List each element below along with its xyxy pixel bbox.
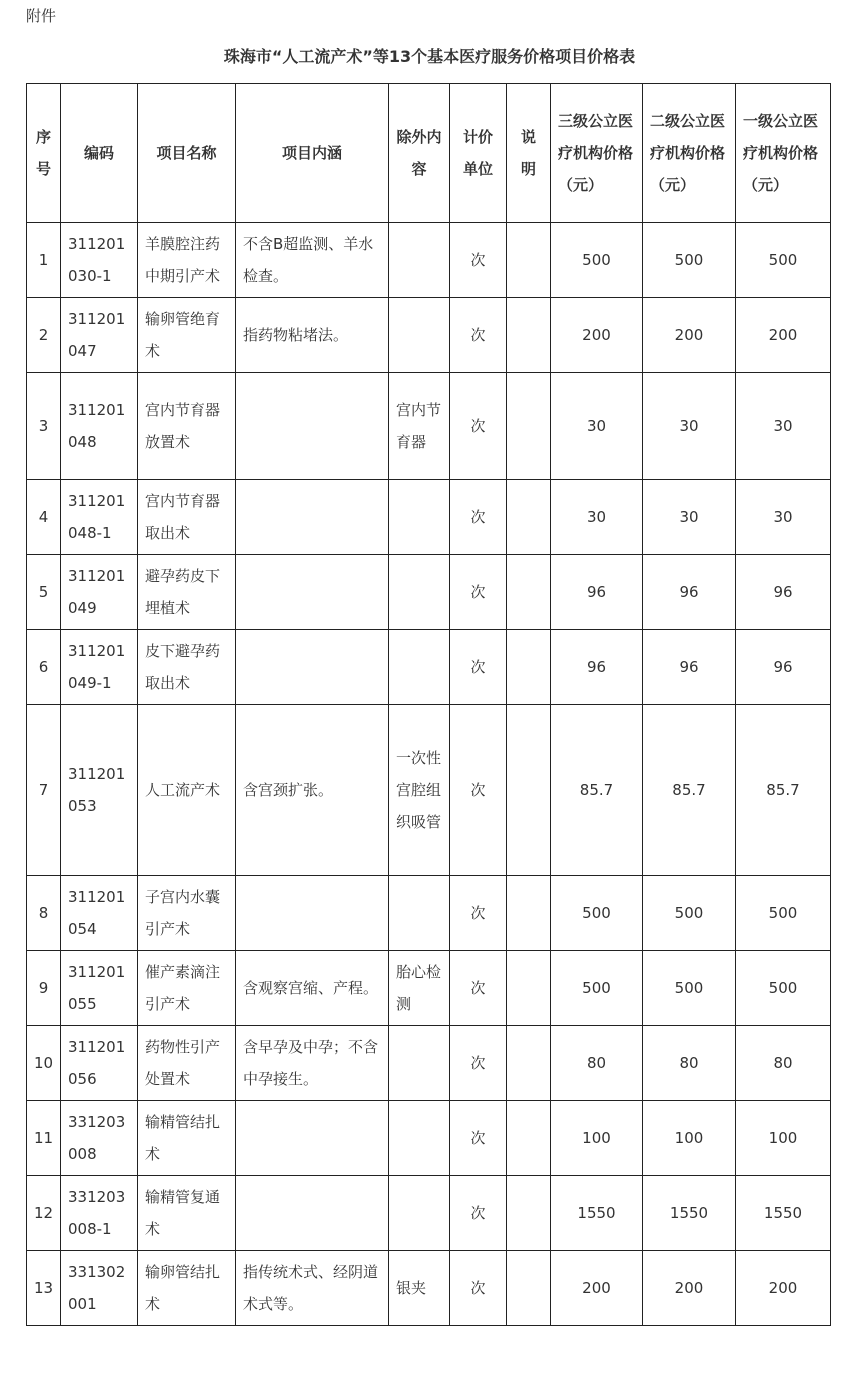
cell-note [507, 1026, 551, 1101]
cell-price-level2: 96 [643, 630, 736, 705]
cell-name: 催产素滴注引产术 [138, 951, 236, 1026]
cell-price-level2: 85.7 [643, 705, 736, 876]
cell-name: 宫内节育器取出术 [138, 480, 236, 555]
cell-price-level3: 30 [551, 480, 643, 555]
cell-code: 331203008-1 [61, 1176, 138, 1251]
cell-price-level3: 96 [551, 630, 643, 705]
cell-price-level3: 30 [551, 373, 643, 480]
cell-content [236, 630, 389, 705]
table-row [27, 1026, 831, 1101]
table-row [27, 480, 831, 555]
cell-seq: 6 [27, 630, 61, 705]
cell-price-level2: 100 [643, 1101, 736, 1176]
cell-note [507, 373, 551, 480]
table-row [27, 373, 831, 480]
cell-name: 宫内节育器放置术 [138, 373, 236, 480]
table-row [27, 876, 831, 951]
cell-exclude [389, 298, 450, 373]
table-row [27, 951, 831, 1026]
cell-code: 311201053 [61, 705, 138, 876]
cell-name: 子宫内水囊引产术 [138, 876, 236, 951]
header-price-level2: 二级公立医疗机构价格（元） [643, 84, 736, 223]
cell-unit: 次 [450, 1251, 507, 1326]
cell-seq: 7 [27, 705, 61, 876]
cell-exclude [389, 1101, 450, 1176]
cell-exclude: 一次性宫腔组织吸管 [389, 705, 450, 876]
table-row [27, 1101, 831, 1176]
header-note: 说明 [507, 84, 551, 223]
cell-price-level2: 200 [643, 298, 736, 373]
cell-code: 311201048 [61, 373, 138, 480]
attachment-label: 附件 [26, 7, 57, 25]
cell-price-level3: 500 [551, 876, 643, 951]
cell-code: 311201049-1 [61, 630, 138, 705]
cell-price-level3: 200 [551, 1251, 643, 1326]
table-row [27, 1251, 831, 1326]
cell-note [507, 705, 551, 876]
cell-note [507, 223, 551, 298]
cell-seq: 3 [27, 373, 61, 480]
cell-unit: 次 [450, 373, 507, 480]
cell-exclude: 胎心检测 [389, 951, 450, 1026]
cell-price-level1: 500 [736, 876, 831, 951]
cell-exclude [389, 555, 450, 630]
table-row [27, 298, 831, 373]
header-price-level1: 一级公立医疗机构价格（元） [736, 84, 831, 223]
cell-exclude: 宫内节育器 [389, 373, 450, 480]
cell-content: 指传统术式、经阴道术式等。 [236, 1251, 389, 1326]
table-row [27, 555, 831, 630]
document-title: 珠海市“人工流产术”等13个基本医疗服务价格项目价格表 [223, 47, 636, 66]
cell-price-level2: 30 [643, 480, 736, 555]
cell-price-level2: 80 [643, 1026, 736, 1101]
cell-name: 皮下避孕药取出术 [138, 630, 236, 705]
cell-seq: 5 [27, 555, 61, 630]
cell-seq: 10 [27, 1026, 61, 1101]
table-header-row [27, 84, 831, 223]
cell-unit: 次 [450, 555, 507, 630]
cell-price-level2: 1550 [643, 1176, 736, 1251]
cell-name: 输精管结扎术 [138, 1101, 236, 1176]
cell-price-level3: 200 [551, 298, 643, 373]
table-row [27, 1176, 831, 1251]
cell-unit: 次 [450, 1176, 507, 1251]
header-seq: 序号 [27, 84, 61, 223]
table-row [27, 223, 831, 298]
cell-seq: 4 [27, 480, 61, 555]
cell-seq: 11 [27, 1101, 61, 1176]
cell-unit: 次 [450, 951, 507, 1026]
cell-unit: 次 [450, 298, 507, 373]
cell-seq: 9 [27, 951, 61, 1026]
cell-name: 避孕药皮下埋植术 [138, 555, 236, 630]
cell-price-level2: 96 [643, 555, 736, 630]
cell-seq: 8 [27, 876, 61, 951]
cell-price-level1: 200 [736, 298, 831, 373]
cell-unit: 次 [450, 630, 507, 705]
price-table [26, 83, 831, 1326]
cell-content [236, 373, 389, 480]
cell-unit: 次 [450, 1026, 507, 1101]
header-content: 项目内涵 [236, 84, 389, 223]
header-unit: 计价单位 [450, 84, 507, 223]
cell-code: 311201049 [61, 555, 138, 630]
cell-code: 311201055 [61, 951, 138, 1026]
cell-price-level3: 80 [551, 1026, 643, 1101]
cell-seq: 13 [27, 1251, 61, 1326]
cell-content [236, 555, 389, 630]
header-code: 编码 [61, 84, 138, 223]
cell-seq: 1 [27, 223, 61, 298]
cell-code: 331203008 [61, 1101, 138, 1176]
cell-code: 331302001 [61, 1251, 138, 1326]
cell-content: 含早孕及中孕；不含中孕接生。 [236, 1026, 389, 1101]
cell-content: 指药物粘堵法。 [236, 298, 389, 373]
cell-price-level1: 30 [736, 373, 831, 480]
cell-price-level1: 30 [736, 480, 831, 555]
cell-unit: 次 [450, 876, 507, 951]
table-row [27, 630, 831, 705]
cell-note [507, 480, 551, 555]
cell-price-level2: 200 [643, 1251, 736, 1326]
cell-note [507, 1101, 551, 1176]
cell-note [507, 555, 551, 630]
cell-price-level3: 1550 [551, 1176, 643, 1251]
table-row [27, 705, 831, 876]
header-exclude: 除外内容 [389, 84, 450, 223]
cell-code: 311201047 [61, 298, 138, 373]
cell-price-level1: 100 [736, 1101, 831, 1176]
cell-seq: 2 [27, 298, 61, 373]
cell-code: 311201056 [61, 1026, 138, 1101]
cell-price-level1: 200 [736, 1251, 831, 1326]
cell-price-level1: 96 [736, 555, 831, 630]
cell-note [507, 630, 551, 705]
cell-name: 羊膜腔注药中期引产术 [138, 223, 236, 298]
cell-price-level2: 500 [643, 876, 736, 951]
cell-content [236, 876, 389, 951]
cell-name: 输精管复通术 [138, 1176, 236, 1251]
cell-exclude [389, 480, 450, 555]
header-price-level3: 三级公立医疗机构价格（元） [551, 84, 643, 223]
cell-price-level1: 1550 [736, 1176, 831, 1251]
cell-exclude [389, 630, 450, 705]
cell-note [507, 1251, 551, 1326]
header-name: 项目名称 [138, 84, 236, 223]
cell-name: 人工流产术 [138, 705, 236, 876]
cell-price-level1: 500 [736, 951, 831, 1026]
cell-code: 311201048-1 [61, 480, 138, 555]
table-body [27, 223, 831, 1326]
cell-content [236, 480, 389, 555]
cell-exclude [389, 1026, 450, 1101]
cell-exclude [389, 876, 450, 951]
cell-seq: 12 [27, 1176, 61, 1251]
cell-price-level3: 500 [551, 951, 643, 1026]
cell-exclude [389, 1176, 450, 1251]
cell-name: 输卵管绝育术 [138, 298, 236, 373]
cell-name: 药物性引产处置术 [138, 1026, 236, 1101]
cell-unit: 次 [450, 223, 507, 298]
cell-price-level1: 85.7 [736, 705, 831, 876]
cell-price-level1: 80 [736, 1026, 831, 1101]
cell-name: 输卵管结扎术 [138, 1251, 236, 1326]
cell-unit: 次 [450, 480, 507, 555]
cell-price-level2: 500 [643, 951, 736, 1026]
cell-content [236, 1101, 389, 1176]
cell-unit: 次 [450, 1101, 507, 1176]
cell-note [507, 1176, 551, 1251]
cell-exclude: 银夹 [389, 1251, 450, 1326]
cell-price-level3: 96 [551, 555, 643, 630]
cell-price-level1: 500 [736, 223, 831, 298]
cell-content: 含观察宫缩、产程。 [236, 951, 389, 1026]
cell-price-level2: 500 [643, 223, 736, 298]
cell-unit: 次 [450, 705, 507, 876]
cell-note [507, 876, 551, 951]
cell-code: 311201030-1 [61, 223, 138, 298]
cell-exclude [389, 223, 450, 298]
cell-content [236, 1176, 389, 1251]
cell-price-level3: 500 [551, 223, 643, 298]
cell-note [507, 951, 551, 1026]
cell-price-level2: 30 [643, 373, 736, 480]
cell-price-level3: 85.7 [551, 705, 643, 876]
cell-code: 311201054 [61, 876, 138, 951]
cell-price-level1: 96 [736, 630, 831, 705]
cell-price-level3: 100 [551, 1101, 643, 1176]
cell-note [507, 298, 551, 373]
cell-content: 不含B超监测、羊水检查。 [236, 223, 389, 298]
cell-content: 含宫颈扩张。 [236, 705, 389, 876]
